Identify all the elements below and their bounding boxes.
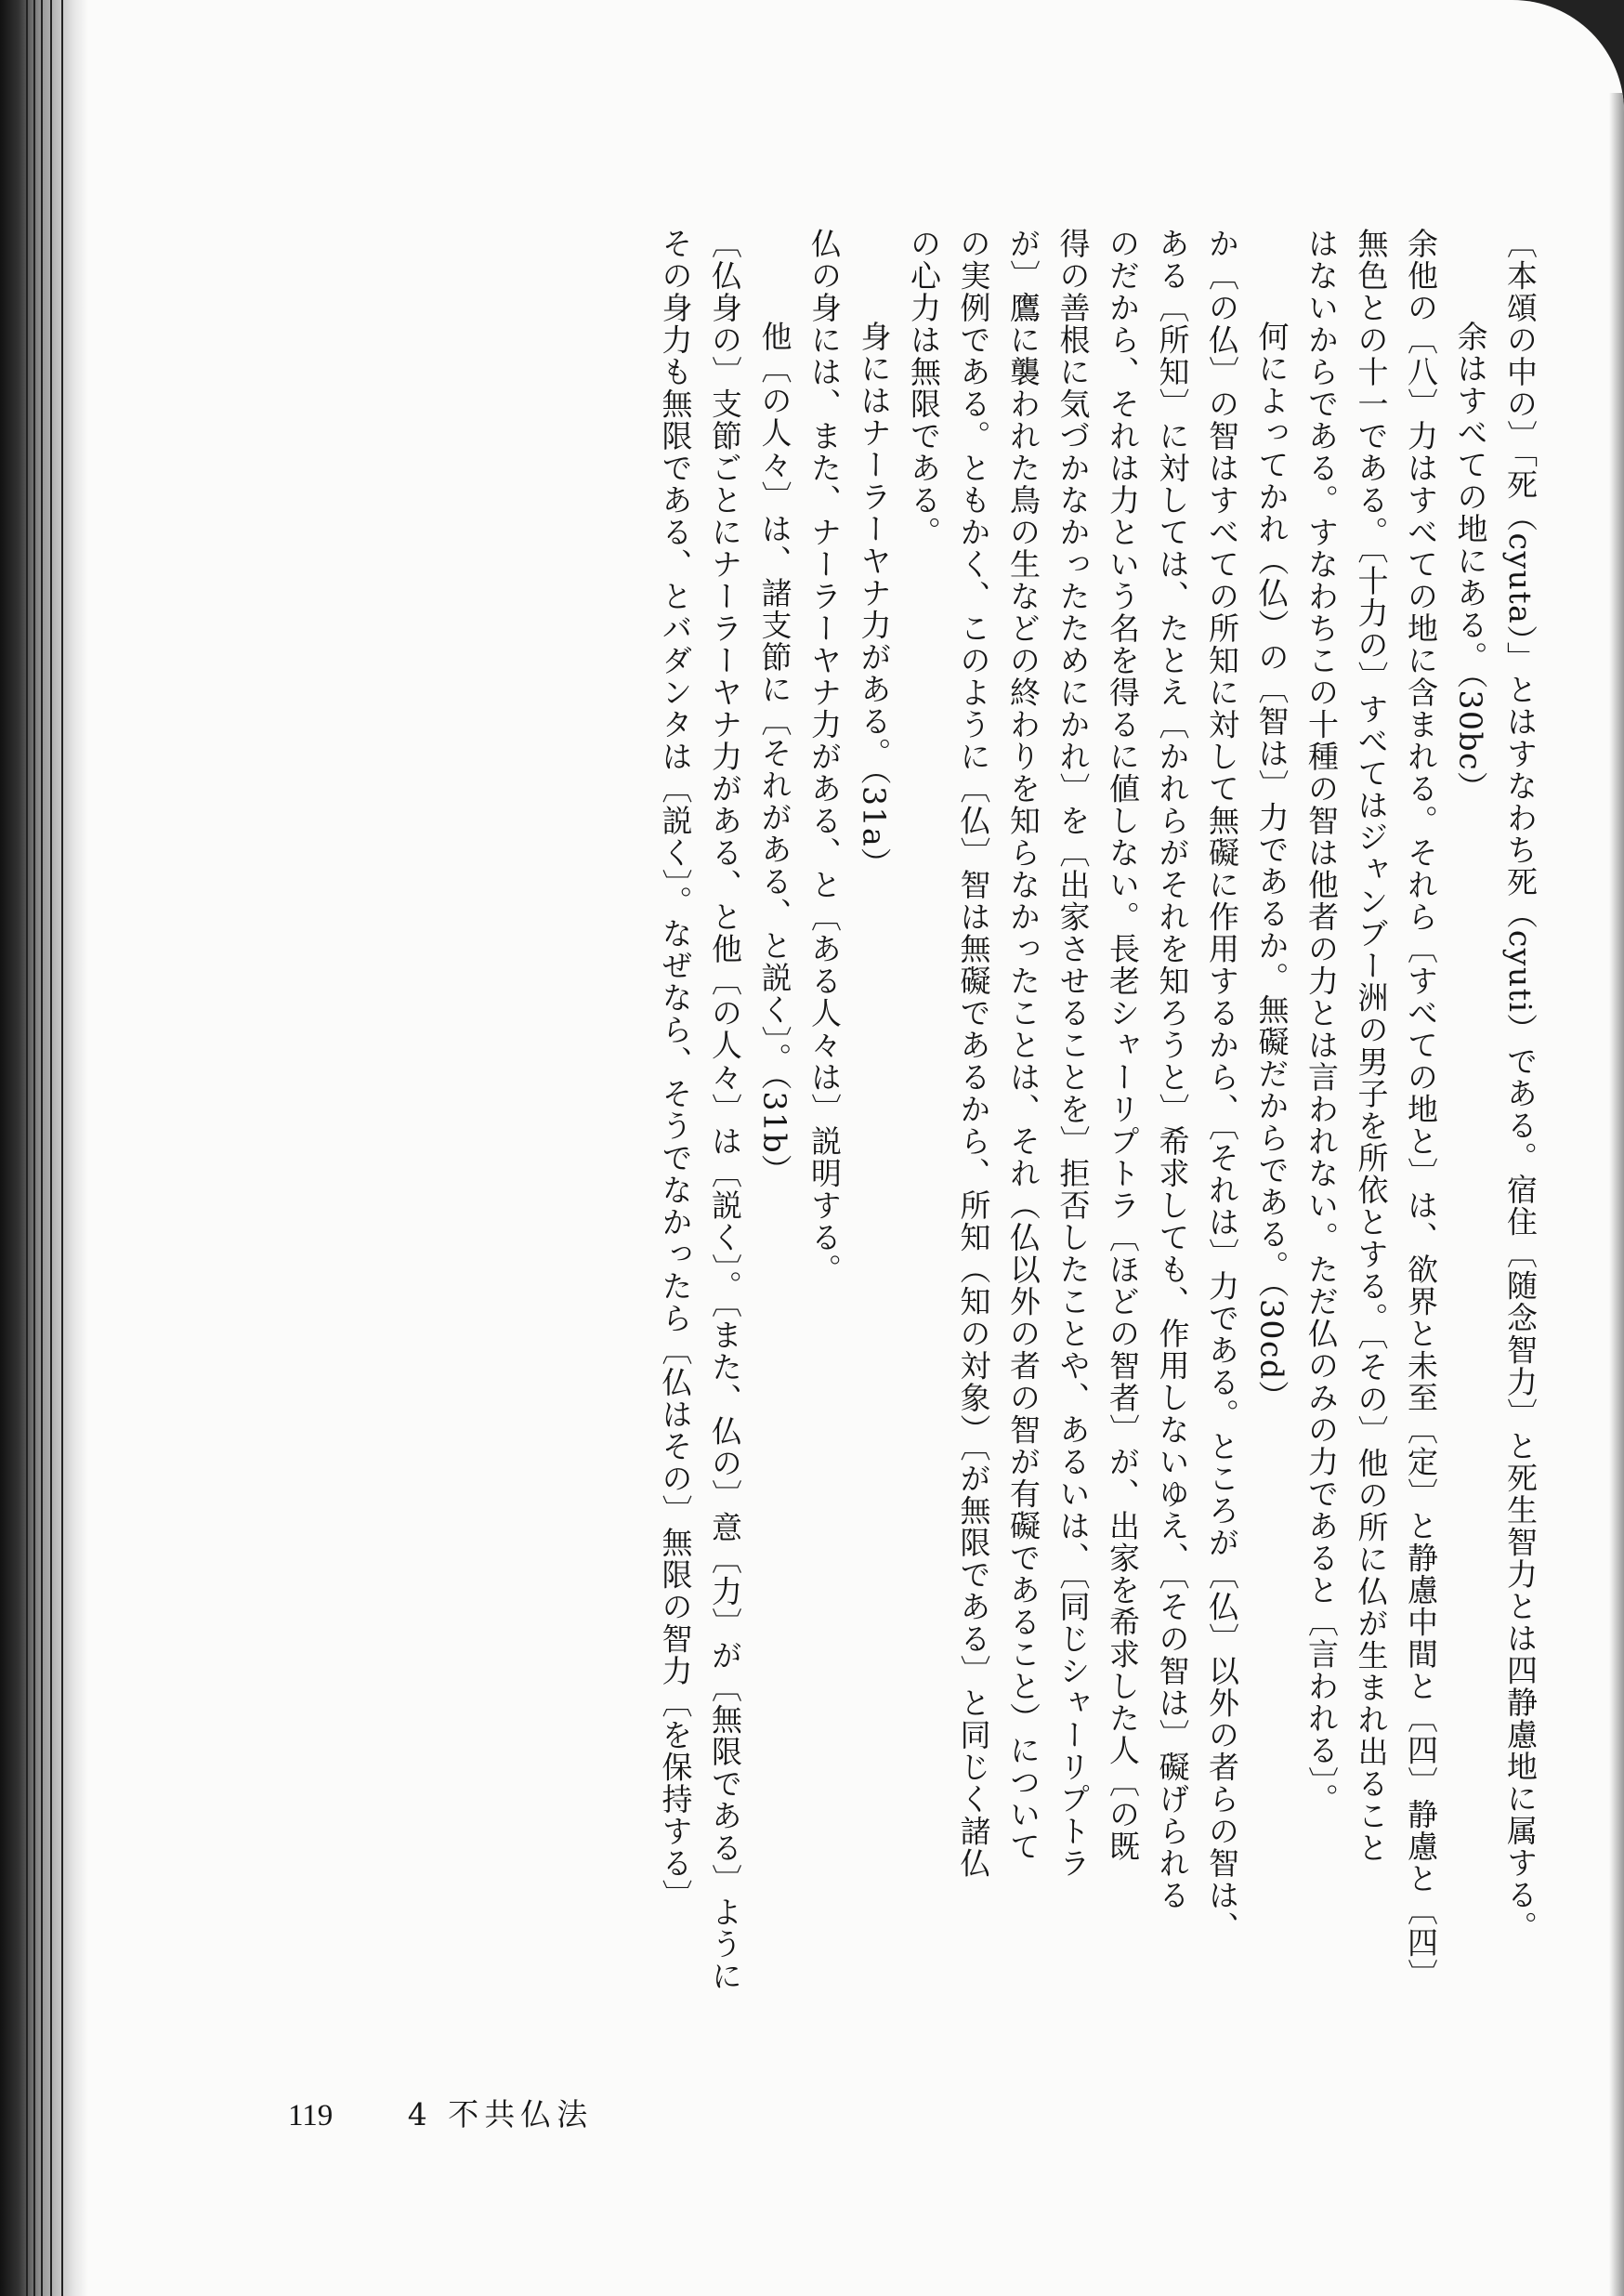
verse-line: 他〔の人々〕は、諸支節に〔それがある、と説く〕。（31b） xyxy=(756,321,793,1187)
running-chapter-title: 4 不共仏法 xyxy=(407,2096,594,2132)
text-line: 仏の身には、また、ナーラーヤナ力がある、と〔ある人々は〕説明する。 xyxy=(806,228,843,1286)
text-line: 得の善根に気づかなかったためにかれ〕を〔出家させることを〕拒否したことや、あるいは、〔同じシャーリプトラ xyxy=(1054,228,1092,1880)
page-number: 119 xyxy=(288,2099,334,2132)
binding-gutter xyxy=(0,0,88,2296)
verse-line: 余はすべての地にある。（30bc） xyxy=(1452,321,1489,804)
page-edge-shadow xyxy=(1609,93,1624,2296)
text-line: 〔本頌の中の〕「死（cyuta）」とはすなわち死（cyuti）である。宿住〔随念智力〕と死生智力とは四静慮地に属する。 xyxy=(1502,228,1539,1944)
text-line: の実例である。ともかく、このように〔仏〕智は無礙であるから、所知（知の対象）〔が無限である〕と同じく諸仏 xyxy=(955,228,992,1880)
text-line: が〕鷹に襲われた鳥の生などの終わりを知らなかったことは、それ（仏以外の者の智が有礙であること）について xyxy=(1005,228,1041,1863)
text-line: ある〔所知〕に対しては、たとえ〔かれらがそれを知ろうと〕希求しても、作用しないゆえ、〔その智は〕礙げられる xyxy=(1154,228,1191,1911)
text-line: その身力も無限である、とバダンタは〔説く〕。なぜなら、そうでなかったら〔仏はその〕無限の智力〔を保持する〕 xyxy=(657,228,694,1911)
text-line: のだから、それは力という名を得るに値しない。長老シャーリプトラ〔ほどの智者〕が、出家を希求した人〔の既 xyxy=(1105,228,1141,1863)
verse-line: 何によってかれ（仏）の〔智は〕力であるか。無礙だからである。（30cd） xyxy=(1253,321,1290,1413)
vertical-body-text xyxy=(151,228,1545,2012)
text-line: か〔の仏〕の智はすべての所知に対して無礙に作用するから、〔それは〕力である。ところが〔仏〕以外の者らの智は、 xyxy=(1204,228,1240,1944)
text-line: はないからである。すなわちこの十種の智は他者の力とは言われない。ただ仏のみの力であると〔言われる〕。 xyxy=(1303,228,1340,1816)
text-line: 無色との十一である。〔十力の〕すべてはジャンブー洲の男子を所依とする。〔その〕他の所に仏が生まれ出ること xyxy=(1353,228,1390,1864)
page-footer xyxy=(288,2091,593,2134)
text-line: 余他の〔八〕力はすべての地に含まれる。それら〔すべての地と〕は、欲界と未至〔定〕と静慮中間と〔四〕静慮と〔四〕 xyxy=(1403,228,1439,1991)
text-line: 〔仏身の〕支節ごとにナーラーヤナ力がある、と他〔の人々〕は〔説く〕。〔また、仏の〕意〔力〕が〔無限である〕ように xyxy=(707,228,743,1992)
verse-line: 身にはナーラーヤナ力がある。（31a） xyxy=(856,321,893,880)
text-line: の心力は無限である。 xyxy=(906,228,942,548)
